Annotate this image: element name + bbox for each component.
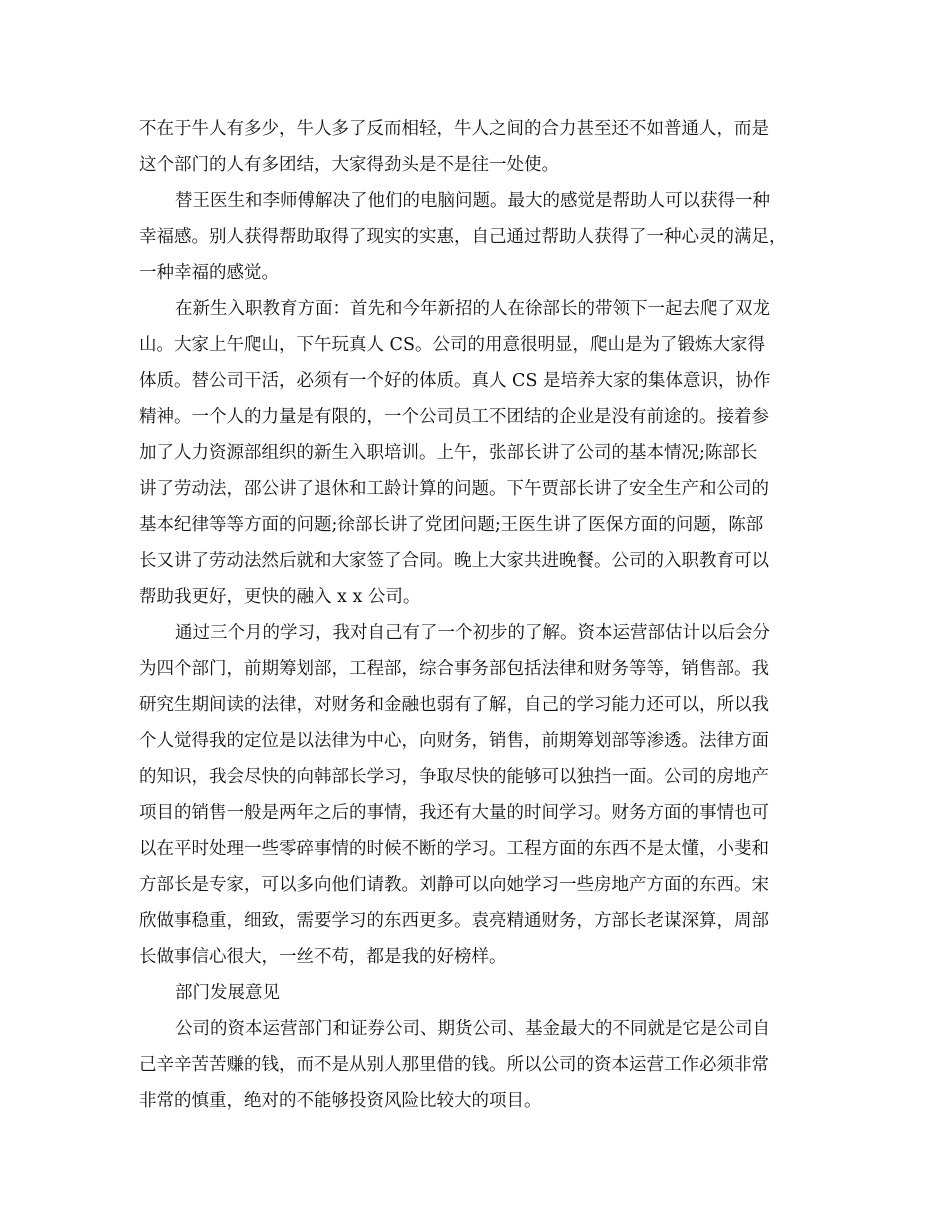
- section-heading: 部门发展意见: [175, 983, 280, 1003]
- text-line: 欣做事稳重，细致，需要学习的东西更多。袁亮精通财务，方部长老谋深算，周部: [139, 911, 769, 931]
- text-line: 山。大家上午爬山，下午玩真人 CS。公司的用意很明显，爬山是为了锻炼大家得: [139, 335, 765, 355]
- text-line: 为四个部门，前期筹划部，工程部，综合事务部包括法律和财务等等，销售部。我: [139, 659, 769, 679]
- text-line: 研究生期间读的法律，对财务和金融也弱有了解，自己的学习能力还可以，所以我: [139, 695, 769, 715]
- text-line: 这个部门的人有多团结，大家得劲头是不是往一处使。: [139, 155, 559, 175]
- text-line: 帮助我更好，更快的融入 x x 公司。: [139, 587, 421, 607]
- text-line: 在新生入职教育方面：首先和今年新招的人在徐部长的带领下一起去爬了双龙: [175, 299, 770, 319]
- text-line: 基本纪律等等方面的问题;徐部长讲了党团问题;王医生讲了医保方面的问题，陈部: [139, 515, 764, 535]
- text-line: 不在于牛人有多少，牛人多了反而相轻，牛人之间的合力甚至还不如普通人，而是: [139, 119, 769, 139]
- text-line: 非常的慎重，绝对的不能够投资风险比较大的项目。: [139, 1091, 542, 1111]
- text-line: 项目的销售一般是两年之后的事情，我还有大量的时间学习。财务方面的事情也可: [139, 803, 769, 823]
- text-line: 长又讲了劳动法然后就和大家签了合同。晚上大家共进晚餐。公司的入职教育可以: [139, 551, 769, 571]
- text-line: 方部长是专家，可以多向他们请教。刘静可以向她学习一些房地产方面的东西。宋: [139, 875, 769, 895]
- text-line: 长做事信心很大，一丝不苟，都是我的好榜样。: [139, 947, 507, 967]
- text-line: 个人觉得我的定位是以法律为中心，向财务，销售，前期筹划部等渗透。法律方面: [139, 731, 769, 751]
- text-line: 体质。替公司干活，必须有一个好的体质。真人 CS 是培养大家的集体意识，协作: [139, 371, 771, 391]
- text-line: 的知识，我会尽快的向韩部长学习，争取尽快的能够可以独挡一面。公司的房地产: [139, 767, 769, 787]
- text-line: 己辛辛苦苦赚的钱，而不是从别人那里借的钱。所以公司的资本运营工作必须非常: [139, 1055, 769, 1075]
- text-line: 一种幸福的感觉。: [139, 263, 279, 283]
- text-line: 公司的资本运营部门和证券公司、期货公司、基金最大的不同就是它是公司自: [175, 1019, 770, 1039]
- text-line: 幸福感。别人获得帮助取得了现实的实惠，自己通过帮助人获得了一种心灵的满足，: [139, 227, 787, 247]
- text-line: 以在平时处理一些零碎事情的时候不断的学习。工程方面的东西不是太懂，小斐和: [139, 839, 769, 859]
- text-line: 通过三个月的学习，我对自己有了一个初步的了解。资本运营部估计以后会分: [175, 623, 770, 643]
- text-line: 精神。一个人的力量是有限的，一个公司员工不团结的企业是没有前途的。接着参: [139, 407, 769, 427]
- text-line: 加了人力资源部组织的新生入职培训。上午，张部长讲了公司的基本情况;陈部长: [139, 443, 758, 463]
- text-line: 替王医生和李师傅解决了他们的电脑问题。最大的感觉是帮助人可以获得一种: [175, 191, 770, 211]
- text-line: 讲了劳动法，邵公讲了退休和工龄计算的问题。下午贾部长讲了安全生产和公司的: [139, 479, 769, 499]
